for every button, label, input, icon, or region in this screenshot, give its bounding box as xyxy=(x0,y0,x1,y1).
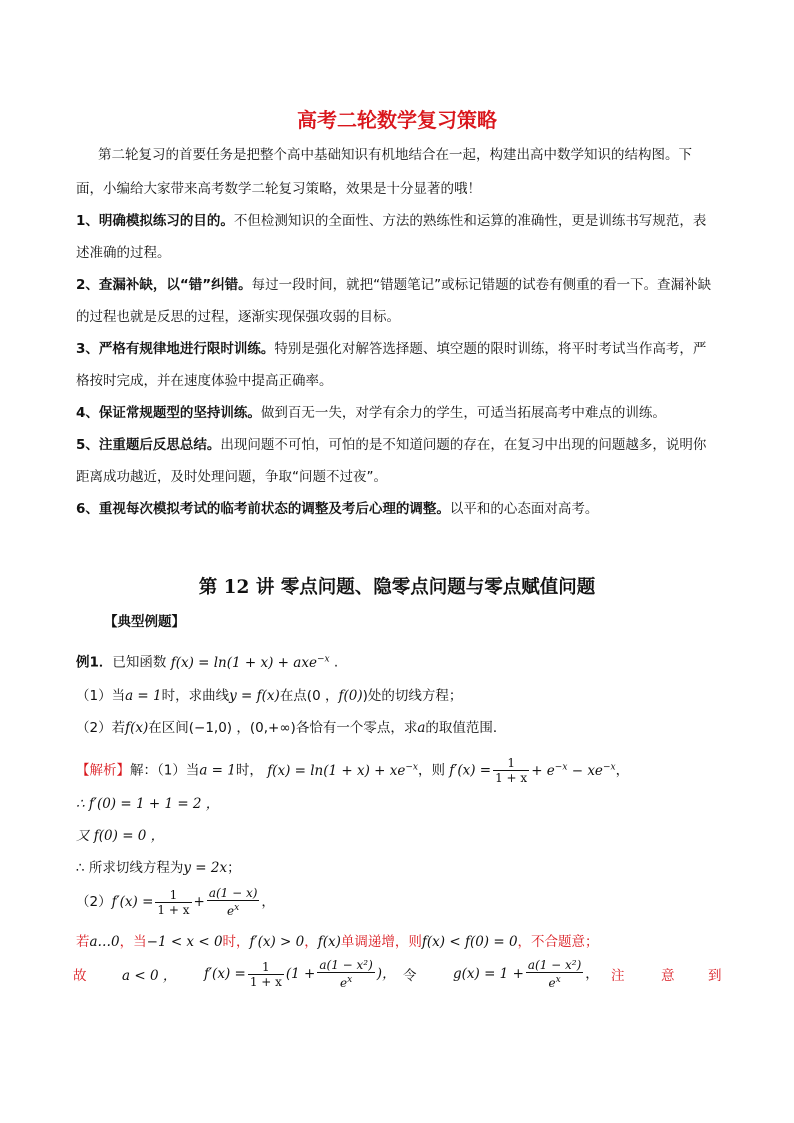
point-1-text: 不但检测知识的全面性、方法的熟练性和运算的准确性，更是训练书写规范，表 xyxy=(233,213,707,229)
lecture-title: 第 12 讲 零点问题、隐零点问题与零点赋值问题 xyxy=(198,577,596,598)
solution-line-4: ∴ 所求切线方程为y = 2x； xyxy=(76,860,241,876)
solution-line-7-zhu: 注 xyxy=(611,968,625,984)
point-3-cont: 格按时完成，并在速度体验中提高正确率。 xyxy=(76,373,333,389)
page-title: 高考二轮数学复习策略 xyxy=(297,108,497,132)
section-label: 【典型例题】 xyxy=(104,614,185,630)
solution-line-2: ∴ f′(0) = 1 + 1 = 2 ， xyxy=(76,796,220,812)
point-6 xyxy=(76,501,598,517)
solution-line-7-derivative: f′(x) = $\frac{1}{1 + x}$ (1 + $\frac{\text{a(1 − x²)}}{e^x}$ )， xyxy=(204,958,396,990)
intro-line-2: 面，小编给大家带来高考数学二轮复习策略，效果是十分显著的哦！ xyxy=(76,181,481,197)
solution-line-1: 【解析】解：（1）当a = 1时， $f(x) = \ln(1 + x) + xe^{-x}$，则 f′(x) = $\frac{1}{1 + x}$ + $e^{-x} - xe^{-x}$， xyxy=(76,756,630,785)
example-stem-text: 已知函数 xyxy=(112,654,167,671)
example-function-formula: f(x) = ln(1 + x) + axe$^{-x}$ xyxy=(170,654,330,671)
point-2-text: 每过一段时间，就把“错题笔记”或标记错题的试卷有侧重的看一下。查漏补缺 xyxy=(251,277,712,293)
point-2-cont: 的过程也就是反思的过程，逐渐实现保强攻弱的目标。 xyxy=(76,309,400,325)
point-4-head: 4、保证常规题型的坚持训练。 xyxy=(76,405,261,421)
point-2 xyxy=(76,277,711,293)
fraction: $\frac{1}{1 + x}$ xyxy=(157,887,190,917)
solution-line-3: 又 f(0) = 0 ， xyxy=(76,828,165,844)
point-3-text: 特别是强化对解答选择题、填空题的限时训练，将平时考试当作高考，严 xyxy=(274,341,707,357)
intro-line-1: 第二轮复习的首要任务是把整个高中基础知识有机地结合在一起，构建出高中数学知识的结构图。下 xyxy=(98,147,692,163)
solution-line-7-dao: 到 xyxy=(708,968,722,984)
point-5-cont: 距离成功越近，及时处理问题，争取“问题不过夜”。 xyxy=(76,469,387,485)
solution-line-7-g: g(x) = 1 + $\frac{\text{a(1 − x²)}}{e^x}$ ， xyxy=(453,958,599,990)
solution-line-7-a: a < 0 ， xyxy=(122,968,177,984)
fraction: $\frac{1}{1 + x}$ xyxy=(249,959,282,989)
point-4 xyxy=(76,405,666,421)
fraction: $\frac{\text{a(1 − x²)}}{e^x}$ xyxy=(527,958,582,990)
point-1-head: 1、明确模拟练习的目的。 xyxy=(76,213,234,229)
point-3-head: 3、严格有规律地进行限时训练。 xyxy=(76,341,275,357)
question-1: （1）当a = 1时，求曲线y = f(x)在点(0 ，f(0))处的切线方程； xyxy=(76,688,463,704)
fraction: $\frac{\text{a(1 − x²)}}{e^x}$ xyxy=(319,958,373,990)
point-5-text: 出现问题不可怕，可怕的是不知道问题的存在，在复习中出现的问题越多，说明你 xyxy=(220,437,707,453)
point-1 xyxy=(76,213,706,229)
point-3 xyxy=(76,341,706,357)
solution-line-7-gu: 故 xyxy=(73,968,87,984)
point-1-cont: 述准确的过程。 xyxy=(76,245,171,261)
solution-line-6: 若a…0，当−1 < x < 0时，f′(x) > 0，f(x)单调递增，则f(x) < f(0) = 0，不合题意； xyxy=(76,934,599,950)
solution-line-5: （2）f′(x) = $\frac{1}{1 + x}$ + $\frac{a(1 - x)}{e^x}$ ， xyxy=(76,886,275,918)
solution-line-7-ling: 令 xyxy=(403,968,417,984)
question-2: （2）若f(x)在区间(−1,0) ，(0,+∞)各恰有一个零点，求a的取值范围． xyxy=(76,720,507,736)
point-2-head: 2、查漏补缺，以“错”纠错。 xyxy=(76,277,252,293)
point-6-text: 以平和的心态面对高考。 xyxy=(449,501,599,517)
example-stem: 例1．已知函数 f(x) = ln(1 + x) + axe$^{-x}$ . xyxy=(76,654,339,671)
fraction: $\frac{a(1 - x)}{e^x}$ xyxy=(208,886,258,918)
solution-tag: 【解析】 xyxy=(76,762,130,779)
example-label: 例1． xyxy=(76,654,113,671)
solution-line-7-yi: 意 xyxy=(661,968,675,984)
fraction: $\frac{1}{1 + x}$ xyxy=(495,756,528,785)
point-5 xyxy=(76,437,706,453)
point-5-head: 5、注重题后反思总结。 xyxy=(76,437,221,453)
point-4-text: 做到百无一失，对学有余力的学生，可适当拓展高考中难点的训练。 xyxy=(260,405,666,421)
point-6-head: 6、重视每次模拟考试的临考前状态的调整及考后心理的调整。 xyxy=(76,501,450,517)
